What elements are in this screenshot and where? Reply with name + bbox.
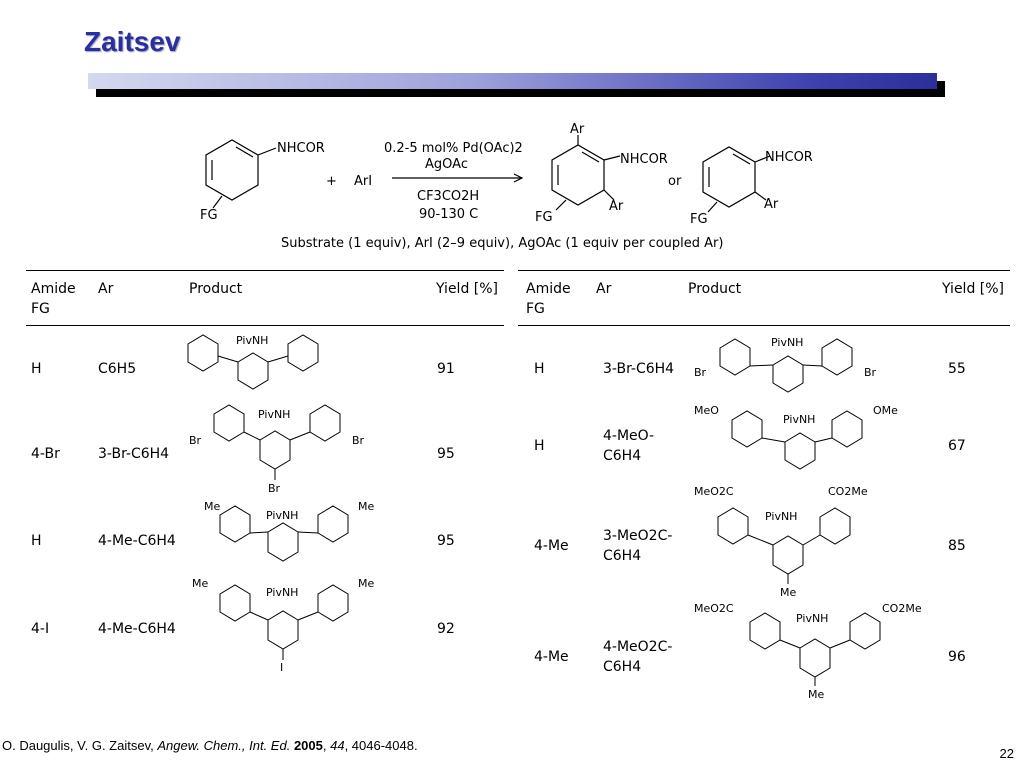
right-row3-aryl-ring-a bbox=[718, 508, 748, 544]
right-row1-fg: H bbox=[534, 361, 545, 377]
stoichiometry-note: Substrate (1 equiv), ArI (2–9 equiv), AgOAc (1 equiv per coupled Ar) bbox=[281, 236, 724, 251]
right-row1-core-ring bbox=[773, 356, 803, 392]
citation-year: 2005 bbox=[293, 738, 323, 753]
condition-oxidant: AgOAc bbox=[425, 157, 468, 172]
right-row3-ar: 3-MeO2C-C6H4 bbox=[603, 528, 673, 564]
condition-acid: CF3CO2H bbox=[417, 189, 480, 204]
left-row4-aryl-ring-b bbox=[318, 585, 348, 621]
right-row1-aryl-ring-a bbox=[720, 339, 750, 375]
left-row2-aryl-ring-a bbox=[214, 405, 244, 441]
left-row1-aryl-ring-a bbox=[188, 335, 218, 371]
right-header-yield: Yield [%] bbox=[942, 281, 1005, 297]
left-row3-core-ring bbox=[268, 523, 298, 561]
right-row3-fg: 4-Me bbox=[534, 538, 569, 554]
or-label: or bbox=[668, 174, 682, 189]
left-row3-me-a: Me bbox=[204, 500, 221, 513]
right-row1-aryl-ring-b bbox=[822, 339, 852, 375]
right-header-product: Product bbox=[688, 281, 742, 297]
left-row3-fg: H bbox=[31, 533, 42, 549]
condition-temperature: 90-130 C bbox=[419, 207, 479, 222]
right-row2-meo: MeO bbox=[694, 404, 719, 417]
left-row1-aryl-ring-b bbox=[288, 335, 318, 371]
right-row2-core-ring bbox=[785, 433, 815, 469]
right-row2-aryl-ring-b bbox=[832, 411, 862, 447]
right-row4-pivnh: PivNH bbox=[796, 612, 829, 625]
left-row3-ar: 4-Me-C6H4 bbox=[98, 533, 176, 549]
left-row2-br-c: Br bbox=[268, 482, 281, 495]
right-row4-me: Me bbox=[808, 688, 825, 701]
right-row3-me: Me bbox=[780, 586, 797, 599]
left-row2-br-a: Br bbox=[189, 434, 202, 447]
right-row2-yield: 67 bbox=[948, 438, 966, 454]
right-row4-co2me: CO2Me bbox=[882, 602, 922, 615]
right-header-fg: Amide FG bbox=[526, 281, 571, 317]
left-row4-me-a: Me bbox=[192, 577, 209, 590]
left-row2-ar: 3-Br-C6H4 bbox=[98, 446, 170, 462]
product1-ar-top: Ar bbox=[570, 122, 585, 137]
left-header-fg: Amide FG bbox=[31, 281, 76, 317]
right-row2-fg: H bbox=[534, 438, 545, 454]
right-row2-ome: OMe bbox=[873, 404, 898, 417]
product2-ar-label: Ar bbox=[764, 197, 779, 212]
right-row4-aryl-ring-a bbox=[750, 613, 780, 649]
left-row4-iodo: I bbox=[280, 661, 284, 674]
left-row1-core-ring bbox=[238, 353, 268, 389]
citation: O. Daugulis, V. G. Zaitsev, Angew. Chem., Int. Ed. 2005, 44, 4046-4048. bbox=[2, 738, 418, 753]
citation-authors: O. Daugulis, V. G. Zaitsev, bbox=[2, 738, 154, 753]
reagent-label: ArI bbox=[354, 174, 373, 189]
left-row2-aryl-ring-b bbox=[310, 405, 340, 441]
right-row2-pivnh: PivNH bbox=[783, 413, 816, 426]
left-row3-aryl-ring-b bbox=[318, 506, 348, 542]
right-row3-co2me: CO2Me bbox=[828, 485, 868, 498]
right-row4-yield: 96 bbox=[948, 649, 966, 665]
left-row4-yield: 92 bbox=[437, 621, 455, 637]
left-row2-pivnh: PivNH bbox=[258, 408, 291, 421]
product1-group-label: NHCOR bbox=[620, 152, 668, 167]
product1-fg-label: FG bbox=[535, 210, 553, 225]
left-row3-pivnh: PivNH bbox=[266, 509, 299, 522]
right-row1-yield: 55 bbox=[948, 361, 966, 377]
left-row4-pivnh: PivNH bbox=[266, 586, 299, 599]
left-row3-aryl-ring-a bbox=[220, 506, 250, 542]
left-row1-yield: 91 bbox=[437, 361, 455, 377]
right-row3-yield: 85 bbox=[948, 538, 966, 554]
right-row3-aryl-ring-b bbox=[820, 508, 850, 544]
citation-journal: Angew. Chem., Int. Ed. bbox=[157, 738, 291, 753]
right-row1-ar: 3-Br-C6H4 bbox=[603, 361, 675, 377]
left-header-ar: Ar bbox=[98, 281, 114, 297]
right-row2-ar: 4-MeO-C6H4 bbox=[603, 428, 655, 464]
citation-volume: 44 bbox=[330, 738, 345, 753]
right-row4-ar: 4-MeO2C-C6H4 bbox=[603, 639, 673, 675]
left-row4-me-b: Me bbox=[358, 577, 375, 590]
right-header-ar: Ar bbox=[596, 281, 612, 297]
left-row3-yield: 95 bbox=[437, 533, 455, 549]
citation-pages: , 4046-4048. bbox=[344, 738, 418, 753]
left-row4-fg: 4-I bbox=[31, 621, 50, 637]
product2-group-label: NHCOR bbox=[765, 150, 813, 165]
product2-fg-label: FG bbox=[690, 212, 708, 227]
right-row3-pivnh: PivNH bbox=[765, 510, 798, 523]
left-row1-ar: C6H5 bbox=[98, 361, 137, 377]
left-row4-aryl-ring-a bbox=[220, 585, 250, 621]
plus-sign: + bbox=[326, 174, 337, 189]
product1-ar-bottom: Ar bbox=[609, 199, 624, 214]
substrate-fg-label: FG bbox=[200, 208, 218, 223]
page-number: 22 bbox=[999, 746, 1014, 761]
right-row3-core-ring bbox=[773, 536, 803, 574]
right-row1-br-a: Br bbox=[694, 366, 707, 379]
right-row4-meo2c: MeO2C bbox=[694, 602, 734, 615]
right-row2-aryl-ring-a bbox=[732, 411, 762, 447]
left-row2-core-ring bbox=[260, 431, 290, 469]
left-row4-ar: 4-Me-C6H4 bbox=[98, 621, 176, 637]
left-header-yield: Yield [%] bbox=[436, 281, 499, 297]
substrate-group-label: NHCOR bbox=[277, 141, 325, 156]
right-row4-core-ring bbox=[800, 639, 830, 677]
right-row4-fg: 4-Me bbox=[534, 649, 569, 665]
left-row2-br-b: Br bbox=[352, 434, 365, 447]
left-header-product: Product bbox=[189, 281, 243, 297]
slide-title: Zaitsev bbox=[84, 26, 181, 57]
condition-catalyst: 0.2-5 mol% Pd(OAc)2 bbox=[384, 141, 523, 156]
left-row1-fg: H bbox=[31, 361, 42, 377]
left-row1-pivnh: PivNH bbox=[236, 334, 269, 347]
left-row3-me-b: Me bbox=[358, 500, 375, 513]
right-row1-br-b: Br bbox=[864, 366, 877, 379]
right-row3-meo2c: MeO2C bbox=[694, 485, 734, 498]
right-row1-pivnh: PivNH bbox=[771, 336, 804, 349]
right-row4-aryl-ring-b bbox=[850, 613, 880, 649]
left-row2-yield: 95 bbox=[437, 446, 455, 462]
left-row2-fg: 4-Br bbox=[31, 446, 60, 462]
left-row4-core-ring bbox=[268, 611, 298, 649]
